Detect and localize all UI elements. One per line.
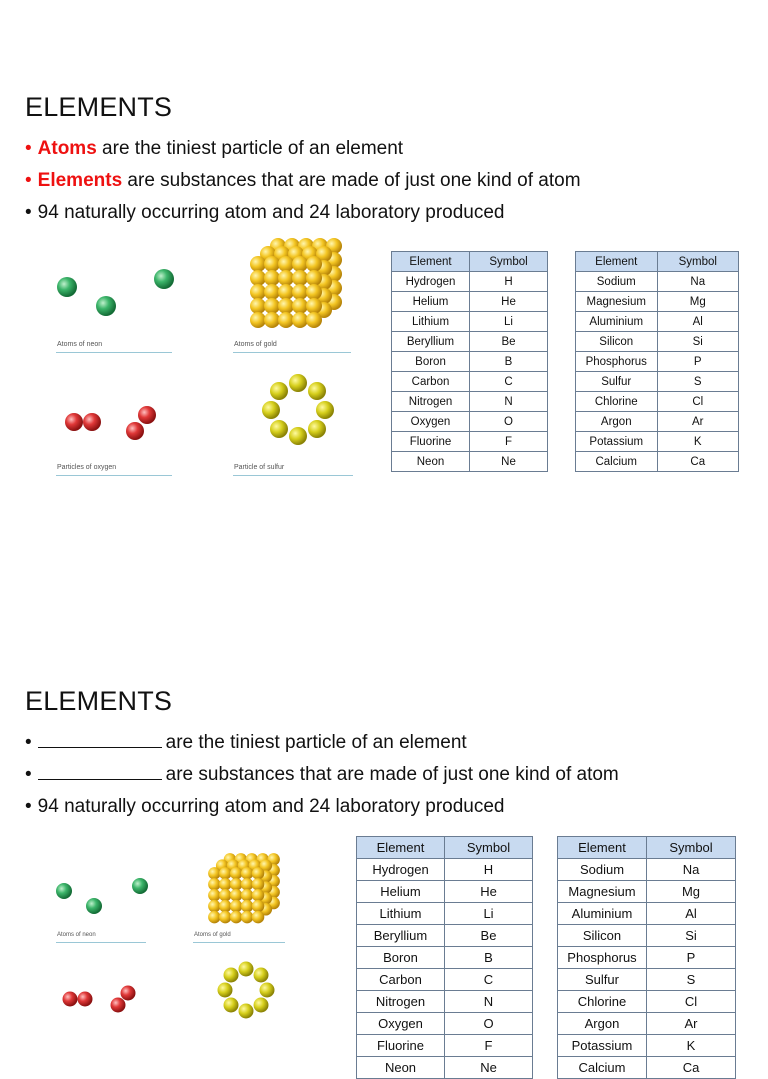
elements-table-left: [356, 836, 533, 1079]
element-name: Potassium: [558, 1035, 647, 1057]
table-row: [357, 1057, 533, 1079]
element-name: Helium: [392, 292, 470, 312]
element-name: Calcium: [576, 452, 658, 472]
column-header-symbol: Symbol: [445, 837, 533, 859]
column-header-element: Element: [392, 252, 470, 272]
caption-gold: Atoms of gold: [234, 341, 277, 348]
table-row: [357, 1013, 533, 1035]
table-row: [576, 332, 739, 352]
bullet-dot: •: [25, 170, 32, 191]
table-row: [558, 969, 736, 991]
element-name: Calcium: [558, 1057, 647, 1079]
elements-table-left: [391, 251, 548, 472]
table-row: [558, 903, 736, 925]
element-name: Sulfur: [558, 969, 647, 991]
element-symbol: He: [470, 292, 548, 312]
table-row: [576, 392, 739, 412]
element-symbol: Be: [470, 332, 548, 352]
table-row: [558, 925, 736, 947]
element-name: Argon: [576, 412, 658, 432]
bullet-atoms: [25, 138, 403, 160]
element-name: Chlorine: [576, 392, 658, 412]
table-row: [357, 903, 533, 925]
table-row: [392, 372, 548, 392]
element-name: Lithium: [357, 903, 445, 925]
element-symbol: He: [445, 881, 533, 903]
elements-table-right: [575, 251, 739, 472]
element-symbol: S: [657, 372, 739, 392]
slide-title: ELEMENTS: [25, 686, 173, 716]
element-symbol: Si: [647, 925, 736, 947]
element-name: Silicon: [558, 925, 647, 947]
caption-underline: [56, 475, 172, 476]
element-name: Fluorine: [392, 432, 470, 452]
element-symbol: Ca: [647, 1057, 736, 1079]
table-row: [357, 947, 533, 969]
table-row: [357, 991, 533, 1013]
element-symbol: F: [445, 1035, 533, 1057]
element-name: Magnesium: [576, 292, 658, 312]
element-name: Potassium: [576, 432, 658, 452]
gold-atoms-illustration: [246, 234, 346, 330]
caption-gold: Atoms of gold: [194, 932, 231, 938]
sulfur-particle-illustration: [259, 372, 337, 448]
element-name: Silicon: [576, 332, 658, 352]
element-symbol: F: [470, 432, 548, 452]
table-row: [357, 859, 533, 881]
element-symbol: P: [657, 352, 739, 372]
element-symbol: H: [445, 859, 533, 881]
bullet-dot: •: [25, 138, 32, 159]
table-row: [558, 991, 736, 1013]
table-row: [392, 412, 548, 432]
table-row: [357, 881, 533, 903]
table-row: [558, 1035, 736, 1057]
element-name: Aluminium: [558, 903, 647, 925]
oxygen-particles-illustration: [58, 983, 142, 1019]
bullet-text: are substances that are made of just one kind of atom: [122, 170, 581, 191]
caption-underline: [56, 352, 172, 353]
element-symbol: Ne: [445, 1057, 533, 1079]
table-row: [576, 292, 739, 312]
element-symbol: Ar: [647, 1013, 736, 1035]
table-row: [392, 352, 548, 372]
element-symbol: H: [470, 272, 548, 292]
element-name: Oxygen: [392, 412, 470, 432]
element-symbol: Mg: [657, 292, 739, 312]
caption-underline: [233, 352, 351, 353]
bullet-count: [25, 796, 505, 818]
element-symbol: O: [470, 412, 548, 432]
gold-atoms-illustration: [205, 850, 281, 924]
element-name: Neon: [392, 452, 470, 472]
element-name: Helium: [357, 881, 445, 903]
caption-underline: [56, 942, 146, 943]
table-row: [576, 272, 739, 292]
bullet-elements: [25, 170, 581, 192]
caption-underline: [193, 942, 285, 943]
element-name: Hydrogen: [392, 272, 470, 292]
neon-atoms-illustration: [50, 262, 180, 324]
elements-table-right: [557, 836, 736, 1079]
column-header-element: Element: [558, 837, 647, 859]
bullet-term: Elements: [37, 170, 123, 191]
element-symbol: Li: [445, 903, 533, 925]
element-symbol: Cl: [657, 392, 739, 412]
oxygen-particles-illustration: [60, 400, 165, 445]
element-name: Argon: [558, 1013, 647, 1035]
element-symbol: Al: [647, 903, 736, 925]
element-symbol: Al: [657, 312, 739, 332]
column-header-symbol: Symbol: [647, 837, 736, 859]
slide-1: [0, 0, 768, 505]
element-name: Nitrogen: [357, 991, 445, 1013]
element-symbol: B: [445, 947, 533, 969]
table-header-row: [392, 252, 548, 272]
bullet-term: Atoms: [37, 138, 97, 159]
element-symbol: Ca: [657, 452, 739, 472]
element-symbol: S: [647, 969, 736, 991]
element-symbol: N: [445, 991, 533, 1013]
column-header-symbol: Symbol: [470, 252, 548, 272]
table-row: [576, 312, 739, 332]
element-symbol: Mg: [647, 881, 736, 903]
table-row: [576, 452, 739, 472]
element-symbol: O: [445, 1013, 533, 1035]
element-symbol: Cl: [647, 991, 736, 1013]
element-symbol: K: [647, 1035, 736, 1057]
element-name: Phosphorus: [558, 947, 647, 969]
table-row: [357, 969, 533, 991]
column-header-element: Element: [357, 837, 445, 859]
bullet-dot: •: [25, 796, 32, 817]
element-symbol: Be: [445, 925, 533, 947]
slide-2: [0, 595, 768, 1075]
element-name: Hydrogen: [357, 859, 445, 881]
table-row: [558, 881, 736, 903]
table-header-row: [558, 837, 736, 859]
element-symbol: Ne: [470, 452, 548, 472]
sulfur-particle-illustration: [215, 960, 277, 1024]
element-name: Lithium: [392, 312, 470, 332]
element-name: Nitrogen: [392, 392, 470, 412]
table-row: [392, 332, 548, 352]
bullet-text: 94 naturally occurring atom and 24 laboratory produced: [37, 796, 505, 817]
table-row: [392, 452, 548, 472]
element-symbol: K: [657, 432, 739, 452]
element-name: Aluminium: [576, 312, 658, 332]
table-row: [576, 352, 739, 372]
table-row: [392, 292, 548, 312]
element-symbol: C: [470, 372, 548, 392]
element-symbol: Li: [470, 312, 548, 332]
table-row: [392, 432, 548, 452]
table-row: [392, 392, 548, 412]
table-row: [392, 312, 548, 332]
element-name: Sodium: [576, 272, 658, 292]
table-row: [558, 859, 736, 881]
slide-title: ELEMENTS: [25, 92, 173, 122]
element-symbol: Na: [647, 859, 736, 881]
table-header-row: [357, 837, 533, 859]
element-name: Carbon: [392, 372, 470, 392]
element-name: Boron: [392, 352, 470, 372]
element-name: Carbon: [357, 969, 445, 991]
bullet-dot: •: [25, 202, 32, 223]
element-symbol: P: [647, 947, 736, 969]
table-row: [576, 372, 739, 392]
element-symbol: N: [470, 392, 548, 412]
caption-underline: [233, 475, 353, 476]
element-symbol: C: [445, 969, 533, 991]
fill-in-blank[interactable]: [38, 765, 162, 780]
column-header-element: Element: [576, 252, 658, 272]
table-header-row: [576, 252, 739, 272]
bullet-dot: •: [25, 732, 32, 753]
element-name: Beryllium: [357, 925, 445, 947]
element-symbol: Na: [657, 272, 739, 292]
element-name: Fluorine: [357, 1035, 445, 1057]
table-row: [558, 947, 736, 969]
bullet-count: [25, 202, 505, 224]
element-name: Sodium: [558, 859, 647, 881]
table-row: [576, 412, 739, 432]
table-row: [576, 432, 739, 452]
bullet-text: are the tiniest particle of an element: [96, 138, 404, 159]
table-row: [357, 1035, 533, 1057]
element-symbol: Ar: [657, 412, 739, 432]
caption-neon: Atoms of neon: [57, 932, 96, 938]
table-row: [558, 1013, 736, 1035]
table-row: [392, 272, 548, 292]
caption-oxygen: Particles of oxygen: [57, 464, 117, 471]
table-row: [558, 1057, 736, 1079]
column-header-symbol: Symbol: [657, 252, 739, 272]
element-name: Sulfur: [576, 372, 658, 392]
element-name: Phosphorus: [576, 352, 658, 372]
bullet-blank-elements: [25, 764, 619, 786]
element-name: Boron: [357, 947, 445, 969]
element-symbol: B: [470, 352, 548, 372]
caption-neon: Atoms of neon: [57, 341, 103, 348]
element-name: Neon: [357, 1057, 445, 1079]
table-row: [357, 925, 533, 947]
neon-atoms-illustration: [52, 873, 152, 923]
element-name: Oxygen: [357, 1013, 445, 1035]
fill-in-blank[interactable]: [38, 733, 162, 748]
bullet-blank-atoms: [25, 732, 467, 754]
bullet-text: 94 naturally occurring atom and 24 laboratory produced: [37, 202, 505, 223]
caption-sulfur: Particle of sulfur: [234, 464, 285, 471]
bullet-text: are substances that are made of just one kind of atom: [165, 764, 619, 785]
bullet-dot: •: [25, 764, 32, 785]
bullet-text: are the tiniest particle of an element: [165, 732, 467, 753]
element-name: Beryllium: [392, 332, 470, 352]
element-symbol: Si: [657, 332, 739, 352]
element-name: Magnesium: [558, 881, 647, 903]
element-name: Chlorine: [558, 991, 647, 1013]
